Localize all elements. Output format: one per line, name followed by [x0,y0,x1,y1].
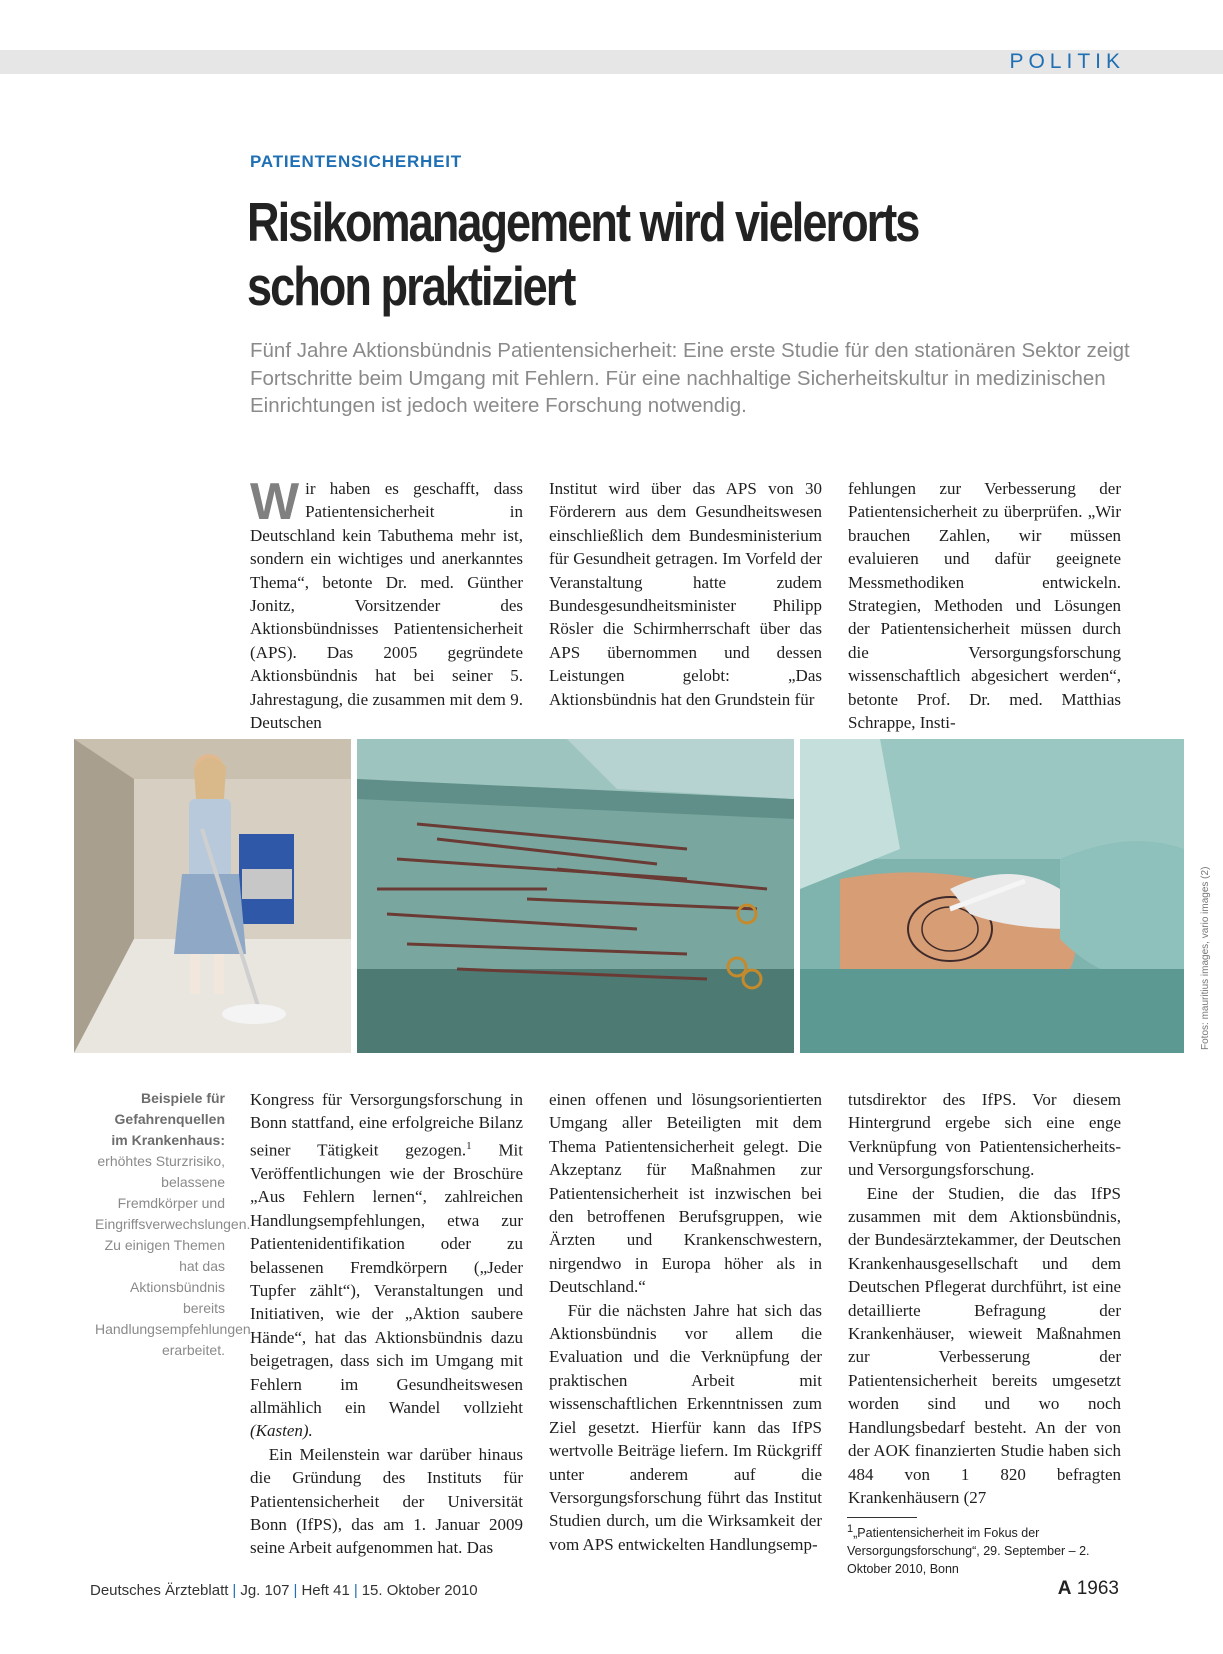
column-2-top [549,477,822,711]
footnote-reference: 1 [466,1139,472,1152]
column-2-bottom [549,1088,822,1556]
column-1-bottom-paragraph-2: Ein Meilenstein war darüber hinaus die Gründung des Instituts für Patientensicherheit der Universität Bonn (IfPS), das am 1. Januar 2009 seine Arbeit aufgenommen hat. Das [250,1444,523,1558]
lead-paragraph: Fünf Jahre Aktionsbündnis Patientensicherheit: Eine erste Studie für den stationären Sektor zeigt Fortschritte beim Umgang mit Fehlern. Für eine nachhaltige Sicherheitskultur in medizinischen Einrichtungen ist jedoch weitere Forschung notwendig. [250,339,1130,417]
kicker: PATIENTENSICHERHEIT [250,152,462,171]
column-2-top-text: Institut wird über das APS von 30 Förderern aus dem Gesundheitswesen einschließlich dem Bundesministerium für Gesundheit getragen. Im Vorfeld der Veranstaltung hatte zudem Bundesgesundheitsminister Philipp Rösler die Schirmherrschaft über das APS übernommen und dessen Leistungen gelobt: „Das Aktionsbündnis hat den Grundstein für [549,479,822,709]
footnote-text: „Patientensicherheit im Fokus der Versorgungsforschung“, 29. September – 2. Oktober 2010, Bonn [847,1526,1090,1577]
column-3-bottom-paragraph-1: tutsdirektor des IfPS. Vor diesem Hintergrund ergebe sich eine enge Verknüpfung von Patientensicherheits- und Versorgungsforschung. [848,1090,1121,1180]
column-1-top-text: ir haben es geschafft, dass Patientensicherheit in Deutschland kein Tabuthema mehr ist, sondern ein wichtiges und anerkanntes Thema“, betonte Dr. med. Günther Jonitz, Vorsitzender des Aktionsbündnisses Patientensicherheit (APS). Das 2005 gegründete Aktionsbündnis hat bei seiner 5. Jahrestagung, die zusammen mit dem 9. Deutschen [250,479,523,733]
headline-line-1: Risikomanagement wird vielerorts [247,191,919,253]
caption-bold: Beispiele für Gefahrenquellen im Krankenhaus: [111,1090,225,1148]
footer-separator: | [353,1582,358,1599]
page-prefix: A [1057,1578,1072,1599]
column-2-bottom-paragraph-2: Für die nächsten Jahre hat sich das Aktionsbündnis vor allem die Evaluation und die Verknüpfung der praktischen Arbeit mit wissenschaftlichen Erkenntnissen zum Ziel gesetzt. Hierfür kann das IfPS wertvolle Beiträge liefern. Im Rückgriff unter anderem auf die Versorgungsforschung führt das Institut Studien durch, um die Wirksamkeit der vom APS entwickelten Handlungsemp- [549,1300,822,1554]
column-3-top [848,477,1121,734]
page-number [1058,1578,1119,1600]
drop-cap: W [250,473,300,531]
section-label: POLITIK [1009,50,1125,73]
photo-surgical-instruments-image [357,739,794,1053]
footnote-rule [847,1517,917,1518]
caption-text: erhöhtes Sturzrisiko, belassene Fremdkörper und Eingriffsverwechslungen. Zu einigen Themen hat das Aktionsbündnis bereits Handlungsempfehlungen erarbeitet. [95,1153,251,1358]
photo-cleaning-staff [74,739,351,1053]
footnote-number: 1 [847,1523,854,1535]
footer-journal: Deutsches Ärzteblatt [90,1582,229,1599]
box-reference: (Kasten). [250,1421,313,1441]
column-3-bottom-paragraph-2: Eine der Studien, die das IfPS zusammen mit dem Aktionsbündnis, der Bundesärztekammer, der Deutschen Krankenhausgesellschaft und dem Deutschen Pflegerat durchführt, ist eine detaillierte Befragung der Krankenhäuser, wieweit Maßnahmen zur Verbesserung der Patientensicherheit bereits umgesetzt worden sind und wo noch Handlungsbedarf besteht. An der von der AOK finanzierten Studie haben sich 484 von 1 820 befragten Krankenhäusern (27 [848,1183,1121,1507]
photo-credit: Fotos: mauritius images, vario images (2) [1200,866,1211,1050]
footer-issue: Heft 41 [301,1582,350,1599]
column-2-bottom-paragraph-1: einen offenen und lösungsorientierten Umgang aller Beteiligten mit dem Thema Patientensicherheit gelegt. Die Akzeptanz für Maßnahmen zur Patientensicherheit ist inzwischen bei den betroffenen Berufsgruppen, wie Ärzten und Krankenschwestern, nirgendwo in Europa höher als in Deutschland.“ [549,1090,822,1297]
column-1-bottom-text-b: Mit Veröffentlichungen wie der Broschüre „Aus Fehlern lernen“, zahlreichen Handlungsempfehlungen, etwa zur Patientenidentifikation oder zu belassenen Fremdkörpern („Jeder Tupfer zählt“), Veranstaltungen und Initiativen, wie der „Aktion saubere Hände“, hat das Aktionsbündnis dazu beigetragen, dass sich im Umgang mit Fehlern im Gesundheitswesen allmählich ein Wandel vollzieht [250,1140,523,1417]
footer-volume: Jg. 107 [240,1582,290,1599]
footnote [847,1520,1127,1578]
headline [247,190,985,318]
footer-separator: | [293,1582,298,1599]
photo-surgical-marking-image [800,739,1184,1053]
column-3-top-text: fehlungen zur Verbesserung der Patientensicherheit zu überprüfen. „Wir brauchen Zahlen, wir müssen evaluieren und dafür geeignete Messmethodiken entwickeln. Strategien, Methoden und Lösungen der Patientensicherheit müssen durch die Versorgungsforschung wissenschaftlich abgesichert werden“, betonte Prof. Dr. med. Matthias Schrappe, Insti- [848,479,1121,733]
column-1-top [250,473,523,734]
page-number-value: 1963 [1076,1578,1119,1599]
photo-cleaning-staff-image [74,739,351,1053]
headline-line-2: schon praktiziert [247,255,575,317]
column-3-bottom [848,1088,1121,1509]
column-1-bottom-text-a: Kongress für Versorgungsforschung in Bonn stattfand, eine erfolgreiche Bilanz seiner Tätigkeit gezogen. [250,1090,523,1160]
photo-caption [95,1088,251,1361]
footer-date: 15. Oktober 2010 [361,1582,478,1599]
page-footer [90,1582,478,1599]
column-1-bottom [250,1088,523,1560]
photo-surgical-marking [800,739,1184,1053]
footer-separator: | [232,1582,237,1599]
photo-surgical-instruments [357,739,794,1053]
